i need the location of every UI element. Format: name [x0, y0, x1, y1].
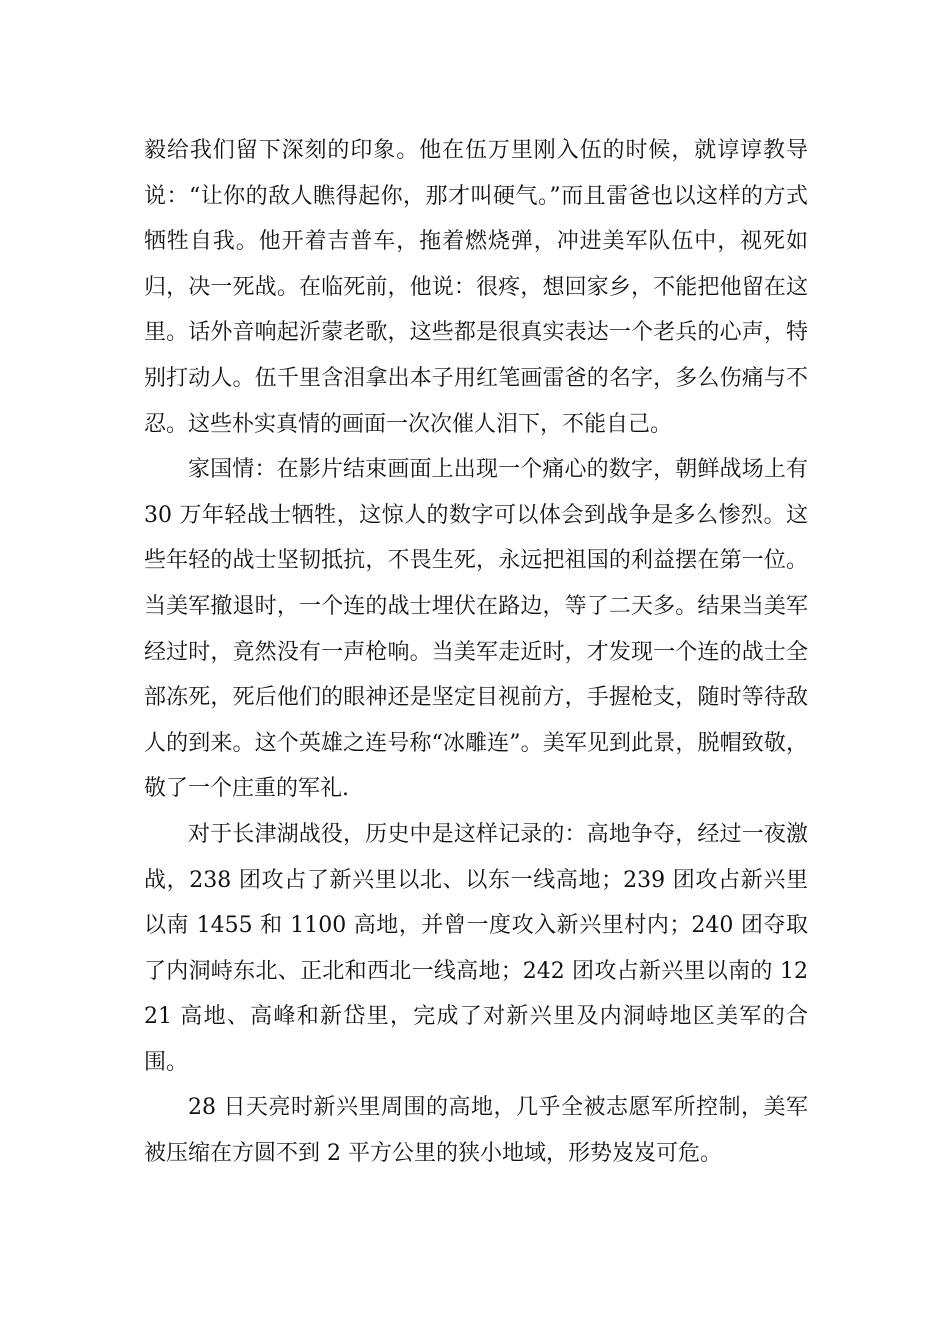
- paragraph-2: 家国情：在影片结束画面上出现一个痛心的数字，朝鲜战场上有 30 万年轻战士牺牲，这惊人的数字可以体会到战争是多么惨烈。这些年轻的战士坚韧抵抗，不畏生死，永远把祖国的利益摆在第一位。当美军撤退时，一个连的战士埋伏在路边，等了二天多。结果当美军经过时，竟然没有一声枪响。当美军走近时，才发现一个连的战士全部冻死，死后他们的眼神还是坚定目视前方，手握枪支，随时等待敌人的到来。这个英雄之连号称“冰雕连”。美军见到此景，脱帽致敬，敬了一个庄重的军礼.: [144, 457, 808, 802]
- paragraph-3: 对于长津湖战役，历史中是这样记录的：高地争夺，经过一夜激战，238 团攻占了新兴里以北、以东一线高地；239 团攻占新兴里以南 1455 和 1100 高地，并曾一度攻入新兴里村内；240 团夺取了内洞峙东北、正北和西北一线高地；242 团攻占新兴里以南的 1221 高地、高峰和新岱里，完成了对新兴里及内洞峙地区美军的合围。: [144, 821, 808, 1075]
- paragraph-4: 28 日天亮时新兴里周围的高地，几乎全被志愿军所控制，美军被压缩在方圆不到 2 平方公里的狭小地域，形势岌岌可危。: [144, 1095, 808, 1167]
- document-body: [144, 128, 808, 1177]
- paragraph-1: 毅给我们留下深刻的印象。他在伍万里刚入伍的时候，就谆谆教导说：“让你的敌人瞧得起你，那才叫硬气。”而且雷爸也以这样的方式牺牲自我。他开着吉普车，拖着燃烧弹，冲进美军队伍中，视死如归，决一死战。在临死前，他说：很疼，想回家乡，不能把他留在这里。话外音响起沂蒙老歌，这些都是很真实表达一个老兵的心声，特别打动人。伍千里含泪拿出本子用红笔画雷爸的名字，多么伤痛与不忍。这些朴实真情的画面一次次催人泪下，不能自己。: [144, 138, 808, 437]
